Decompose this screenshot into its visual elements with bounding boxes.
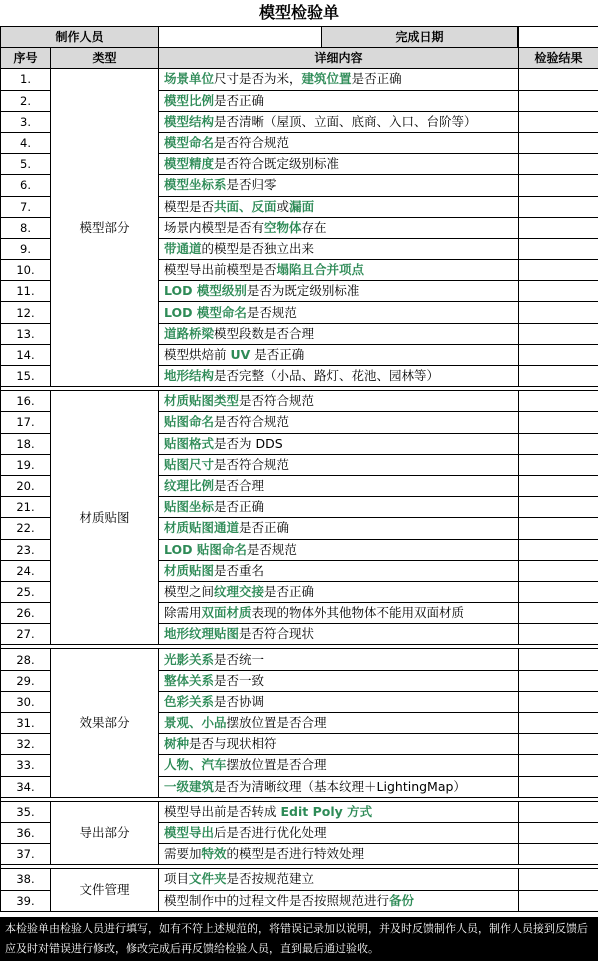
detail-text: 是否符合规范 [214, 135, 290, 151]
highlight-text: 色彩关系 [164, 693, 215, 709]
item-number: 11. [1, 281, 51, 302]
highlight-text: 材质贴图类型 [164, 393, 240, 409]
result-cell[interactable] [519, 560, 598, 581]
item-number: 34. [1, 776, 51, 797]
result-cell[interactable] [519, 539, 598, 560]
item-detail [159, 734, 519, 755]
highlight-text: 贴图格式 [164, 435, 215, 451]
highlight-text: 材质贴图 [164, 562, 215, 578]
highlight-text: LOD 模型级别 [164, 283, 247, 299]
highlight-text: 一级建筑 [164, 778, 215, 794]
item-detail [159, 154, 519, 175]
item-number: 32. [1, 734, 51, 755]
highlight-text: 树种 [164, 736, 190, 752]
detail-text: 是否与现状相符 [189, 736, 277, 752]
highlight-text: 共面、反面 [214, 198, 277, 214]
highlight-text: 模型精度 [164, 156, 215, 172]
result-cell[interactable] [519, 196, 598, 217]
checklist-row [1, 649, 598, 670]
item-detail [159, 412, 519, 433]
item-detail [159, 323, 519, 344]
detail-text: 是否为 DDS [214, 435, 283, 451]
detail-text: 项目 [164, 871, 190, 887]
item-number: 39. [1, 890, 51, 911]
detail-text: 模型之间 [164, 583, 215, 599]
date-value[interactable] [519, 27, 598, 48]
item-number: 4. [1, 132, 51, 153]
item-detail [159, 69, 519, 90]
highlight-text: 带通道 [164, 240, 202, 256]
highlight-text: 特效 [201, 846, 227, 862]
detail-text: 是否统一 [214, 651, 265, 667]
checklist-row [1, 391, 598, 412]
column-header: 序号 [1, 48, 51, 69]
item-number: 23. [1, 539, 51, 560]
date-label: 完成日期 [322, 27, 518, 47]
item-detail [159, 196, 519, 217]
highlight-text: 贴图命名 [164, 414, 215, 430]
highlight-text: 材质贴图通道 [164, 520, 240, 536]
detail-text: 模型是否 [164, 198, 215, 214]
highlight-text: 建筑位置 [301, 71, 352, 87]
result-cell[interactable] [519, 822, 598, 843]
column-header: 检验结果 [519, 48, 598, 69]
checklist-row [1, 869, 598, 890]
item-number: 10. [1, 260, 51, 281]
detail-text: 是否正确 [264, 583, 315, 599]
highlight-text: UV [230, 346, 251, 362]
column-header-row [1, 48, 598, 69]
result-cell[interactable] [519, 412, 598, 433]
detail-text: 模型段数是否合理 [214, 325, 315, 341]
result-cell[interactable] [519, 603, 598, 624]
result-cell[interactable] [519, 302, 598, 323]
item-detail [159, 670, 519, 691]
highlight-text: 塌陷且合并项点 [276, 262, 365, 278]
item-number: 22. [1, 518, 51, 539]
detail-text: 的模型是否进行特效处理 [226, 846, 365, 862]
item-detail [159, 603, 519, 624]
meta-row [1, 27, 598, 48]
result-cell[interactable] [519, 670, 598, 691]
item-detail [159, 260, 519, 281]
item-number: 9. [1, 238, 51, 259]
detail-text: 是否符合既定级别标准 [214, 156, 340, 172]
result-cell[interactable] [519, 624, 598, 645]
item-number: 1. [1, 69, 51, 90]
result-cell[interactable] [519, 281, 598, 302]
detail-text: 是否归零 [226, 177, 277, 193]
category-label: 文件管理 [51, 869, 159, 911]
item-number: 2. [1, 90, 51, 111]
item-number: 12. [1, 302, 51, 323]
item-number: 29. [1, 670, 51, 691]
item-detail [159, 433, 519, 454]
category-label: 模型部分 [51, 69, 159, 387]
checklist-row [1, 69, 598, 90]
checklist-table [0, 26, 598, 912]
checklist-row [1, 801, 598, 822]
detail-text: 是否正确 [214, 499, 265, 515]
detail-text: 是否合理 [214, 478, 265, 494]
item-number: 30. [1, 691, 51, 712]
detail-text: 是否为清晰纹理（基本纹理＋LightingMap） [214, 778, 466, 794]
result-cell[interactable] [519, 844, 598, 865]
maker-label: 制作人员 [1, 27, 159, 48]
highlight-text: 纹理比例 [164, 478, 215, 494]
item-number: 13. [1, 323, 51, 344]
result-cell[interactable] [519, 175, 598, 196]
highlight-text: 模型比例 [164, 92, 215, 108]
result-cell[interactable] [519, 734, 598, 755]
highlight-text: Edit Poly 方式 [280, 803, 373, 819]
detail-text: 摆放位置是否合理 [226, 757, 327, 773]
highlight-text: 景观、小品 [164, 715, 227, 731]
result-cell[interactable] [519, 475, 598, 496]
result-cell[interactable] [519, 801, 598, 822]
item-detail [159, 132, 519, 153]
maker-value[interactable] [159, 27, 322, 47]
item-detail [159, 475, 519, 496]
detail-text: 是否规范 [246, 541, 297, 557]
highlight-text: 地形纹理贴图 [164, 626, 240, 642]
item-detail [159, 281, 519, 302]
item-detail [159, 649, 519, 670]
item-number: 37. [1, 844, 51, 865]
item-detail [159, 111, 519, 132]
column-header: 类型 [51, 48, 159, 69]
item-number: 36. [1, 822, 51, 843]
detail-text: 的模型是否独立出来 [201, 240, 315, 256]
highlight-text: 模型导出 [164, 825, 215, 841]
result-cell[interactable] [519, 217, 598, 238]
item-detail [159, 755, 519, 776]
result-cell[interactable] [519, 366, 598, 387]
highlight-text: 空物体 [264, 219, 302, 235]
detail-text: 需要加 [164, 846, 202, 862]
highlight-text: 贴图尺寸 [164, 456, 215, 472]
highlight-text: 道路桥梁 [164, 325, 215, 341]
detail-text: 尺寸是否为米， [214, 71, 302, 87]
detail-text: 是否符合规范 [214, 456, 290, 472]
item-number: 8. [1, 217, 51, 238]
item-detail [159, 302, 519, 323]
result-cell[interactable] [519, 755, 598, 776]
item-number: 7. [1, 196, 51, 217]
highlight-text: 人物、汽车 [164, 757, 227, 773]
detail-text: 是否正确 [214, 92, 265, 108]
item-detail [159, 801, 519, 822]
item-number: 35. [1, 801, 51, 822]
detail-text: 是否完整（小品、路灯、花池、园林等） [214, 368, 440, 384]
detail-text: 摆放位置是否合理 [226, 715, 327, 731]
footer-note: 本检验单由检验人员进行填写，如有不符上述规范的，将错误记录加以说明，并及时反馈制作人员，制作人员接到反馈后应及时对错误进行修改，修改完成后再反馈给检验人员，直到最后通过验收。 [0, 917, 598, 961]
detail-text: 后是否进行优化处理 [214, 825, 327, 841]
column-header: 详细内容 [159, 48, 519, 69]
result-cell[interactable] [519, 238, 598, 259]
item-detail [159, 560, 519, 581]
item-number: 26. [1, 603, 51, 624]
item-detail [159, 581, 519, 602]
item-detail [159, 822, 519, 843]
item-number: 3. [1, 111, 51, 132]
item-number: 15. [1, 366, 51, 387]
detail-text: 是否符合规范 [214, 414, 290, 430]
item-number: 5. [1, 154, 51, 175]
result-cell[interactable] [519, 869, 598, 890]
detail-text: 模型烘焙前 [164, 346, 231, 362]
item-detail [159, 175, 519, 196]
detail-text: 或 [276, 198, 290, 214]
highlight-text: 地形结构 [164, 368, 215, 384]
item-number: 20. [1, 475, 51, 496]
item-detail [159, 776, 519, 797]
item-detail [159, 238, 519, 259]
item-number: 19. [1, 454, 51, 475]
result-cell[interactable] [519, 581, 598, 602]
detail-text: 是否规范 [246, 304, 297, 320]
detail-text: 是否正确 [239, 520, 290, 536]
result-cell[interactable] [519, 344, 598, 365]
detail-text: 是否一致 [214, 672, 265, 688]
highlight-text: 文件夹 [189, 871, 227, 887]
detail-text: 存在 [301, 219, 327, 235]
item-detail [159, 391, 519, 412]
category-label: 效果部分 [51, 649, 159, 797]
result-cell[interactable] [519, 69, 598, 90]
item-detail [159, 539, 519, 560]
detail-text: 是否符合规范 [239, 393, 315, 409]
highlight-text: 纹理交接 [214, 583, 265, 599]
result-cell[interactable] [519, 497, 598, 518]
highlight-text: LOD 贴图命名 [164, 541, 247, 557]
item-detail [159, 366, 519, 387]
detail-text: 场景内模型是否有 [164, 219, 265, 235]
item-number: 14. [1, 344, 51, 365]
result-cell[interactable] [519, 323, 598, 344]
highlight-text: 备份 [389, 892, 415, 908]
detail-text: 是否正确 [250, 346, 305, 362]
highlight-text: 双面材质 [201, 605, 252, 621]
result-cell[interactable] [519, 776, 598, 797]
category-label: 导出部分 [51, 801, 159, 865]
detail-text: 模型导出前是否转成 [164, 803, 281, 819]
highlight-text: 模型命名 [164, 135, 215, 151]
item-detail [159, 344, 519, 365]
item-detail [159, 691, 519, 712]
item-number: 24. [1, 560, 51, 581]
item-number: 17. [1, 412, 51, 433]
item-number: 31. [1, 713, 51, 734]
item-number: 25. [1, 581, 51, 602]
item-detail [159, 844, 519, 865]
highlight-text: 场景单位 [164, 71, 215, 87]
result-cell[interactable] [519, 90, 598, 111]
result-cell[interactable] [519, 518, 598, 539]
page-title: 模型检验单 [258, 3, 339, 22]
item-number: 18. [1, 433, 51, 454]
item-number: 16. [1, 391, 51, 412]
result-cell[interactable] [519, 454, 598, 475]
item-number: 21. [1, 497, 51, 518]
highlight-text: 漏面 [289, 198, 315, 214]
result-cell[interactable] [519, 890, 598, 911]
result-cell[interactable] [519, 132, 598, 153]
highlight-text: LOD 模型命名 [164, 304, 247, 320]
highlight-text: 光影关系 [164, 651, 215, 667]
item-detail [159, 624, 519, 645]
item-number: 6. [1, 175, 51, 196]
highlight-text: 整体关系 [164, 672, 215, 688]
result-cell[interactable] [519, 154, 598, 175]
item-detail [159, 869, 519, 890]
result-cell[interactable] [519, 713, 598, 734]
detail-text: 除需用 [164, 605, 202, 621]
item-detail [159, 454, 519, 475]
item-detail [159, 518, 519, 539]
detail-text: 是否协调 [214, 693, 265, 709]
detail-text: 是否重名 [214, 562, 265, 578]
item-detail [159, 713, 519, 734]
item-detail [159, 497, 519, 518]
result-cell[interactable] [519, 260, 598, 281]
item-number: 33. [1, 755, 51, 776]
result-cell[interactable] [519, 649, 598, 670]
highlight-text: 模型坐标系 [164, 177, 227, 193]
category-label: 材质贴图 [51, 391, 159, 645]
highlight-text: 模型结构 [164, 113, 215, 129]
detail-text: 是否按规范建立 [226, 871, 315, 887]
highlight-text: 贴图坐标 [164, 499, 215, 515]
item-number: 28. [1, 649, 51, 670]
detail-text: 表现的物体外其他物体不能用双面材质 [251, 605, 465, 621]
item-number: 27. [1, 624, 51, 645]
item-number: 38. [1, 869, 51, 890]
detail-text: 模型制作中的过程文件是否按照规范进行 [164, 892, 390, 908]
detail-text: 是否为既定级别标准 [246, 283, 360, 299]
result-cell[interactable] [519, 391, 598, 412]
result-cell[interactable] [519, 691, 598, 712]
item-detail [159, 890, 519, 911]
result-cell[interactable] [519, 111, 598, 132]
item-detail [159, 217, 519, 238]
detail-text: 是否正确 [351, 71, 402, 87]
detail-text: 是否清晰（屋顶、立面、底商、入口、台阶等） [214, 113, 477, 129]
detail-text: 模型导出前模型是否 [164, 262, 277, 278]
detail-text: 是否符合现状 [239, 626, 315, 642]
result-cell[interactable] [519, 433, 598, 454]
item-detail [159, 90, 519, 111]
